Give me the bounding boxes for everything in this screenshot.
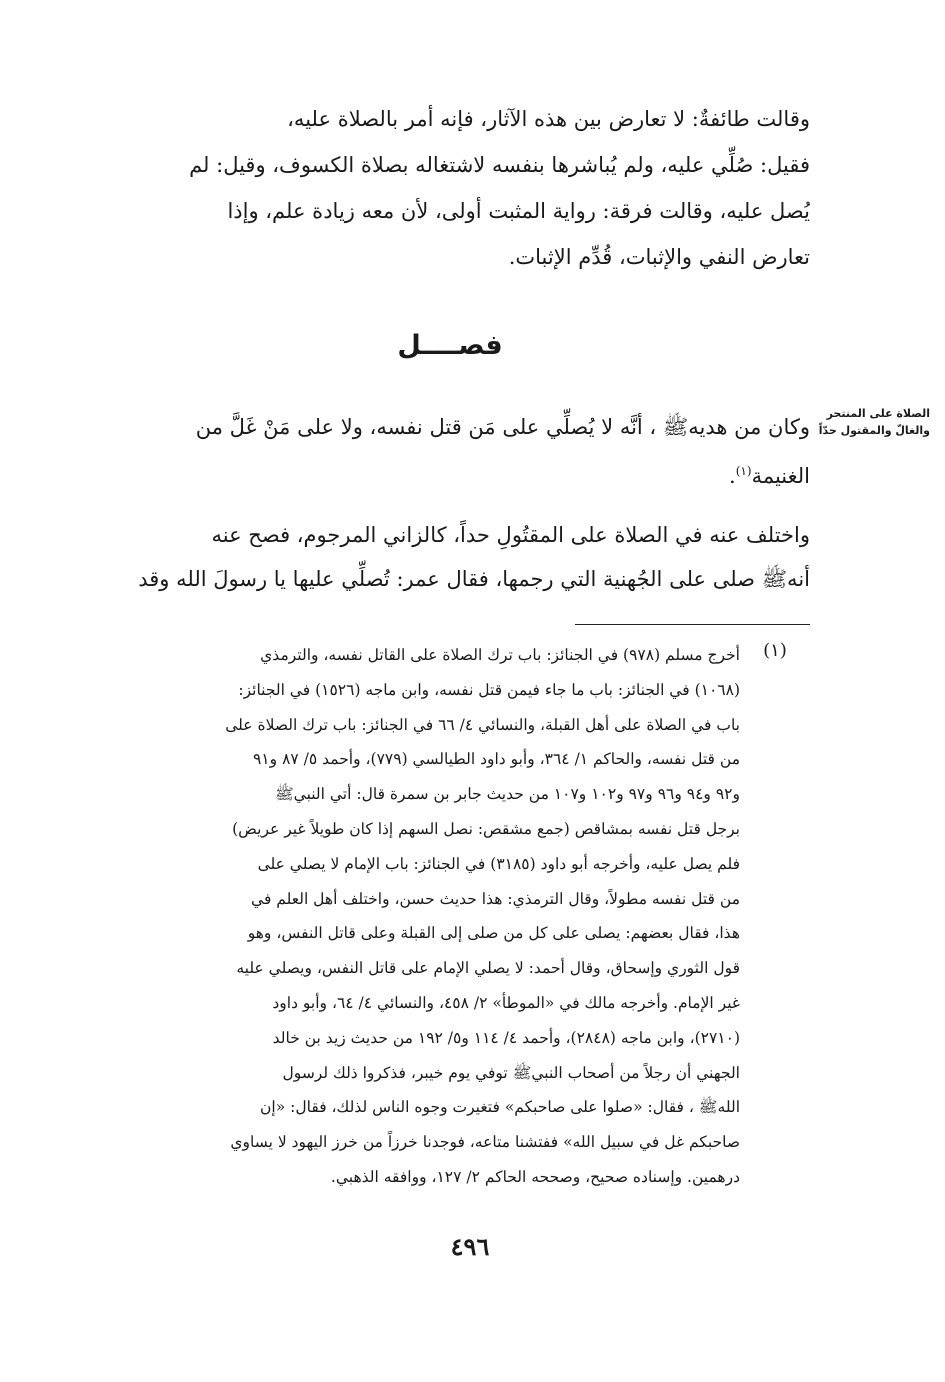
- footnote-line: من قتل نفسه مطولاً، وقال الترمذي: هذا حديث حسن، واختلف أهل العلم في: [251, 889, 740, 908]
- footnote-line: (١٠٦٨) في الجنائز: باب ما جاء فيمن قتل نفسه، وابن ماجه (١٥٢٦) في الجنائز:: [238, 680, 740, 699]
- paragraph-line: [100, 449, 810, 493]
- hadith-paragraph: [100, 405, 810, 493]
- paragraph-line: أنهﷺ صلى على الجُهنية التي رجمها، فقال عمر: تُصلِّي عليها يا رسولَ الله وقد: [138, 567, 810, 591]
- footnote-line: غير الإمام. وأخرجه مالك في «الموطأ» ٢/ ٤٥٨، والنسائي ٤/ ٦٤، وأبو داود: [272, 993, 740, 1012]
- dispute-paragraph: [100, 513, 810, 601]
- intro-line: فقيل: صُلِّي عليه، ولم يُباشرها بنفسه لاشتغاله بصلاة الكسوف، وقيل: لم: [189, 153, 810, 177]
- footnote-line: هذا، فقال بعضهم: يصلى على كل من صلى إلى القبلة وعلى قاتل النفس، وهو: [247, 924, 740, 943]
- footnote-line: أخرج مسلم (٩٧٨) في الجنائز: باب ترك الصلاة على القاتل نفسه، والترمذي: [260, 646, 740, 664]
- page-number: ٤٩٦: [450, 1232, 490, 1261]
- footnote-line: قول الثوري وإسحاق، وقال أحمد: لا يصلي الإمام على قاتل النفس، ويصلي عليه: [236, 959, 740, 978]
- footnote-line: باب في الصلاة على أهل القبلة، والنسائي ٤/ ٦٦ في الجنائز: باب ترك الصلاة على: [225, 715, 740, 734]
- intro-line: وقالت طائفةٌ: لا تعارض بين هذه الآثار، فإنه أمر بالصلاة عليه،: [287, 107, 810, 131]
- footnote: [100, 638, 740, 1195]
- footnote-line: درهمين. وإسناده صحيح، وصححه الحاكم ٢/ ١٢٧، ووافقه الذهبي.: [330, 1167, 740, 1186]
- footnote-line: الجهني أن رجلاً من أصحاب النبيﷺ توفي يوم خيبر، فذكروا ذلك لرسول: [282, 1063, 740, 1082]
- margin-note-line: والغالّ والمقتول حدّاً: [818, 424, 930, 437]
- footnote-line: و٩٢ و٩٤ و٩٦ و٩٧ و١٠٢ و١٠٧ من حديث جابر بن سمرة قال: أتي النبيﷺ: [274, 785, 740, 804]
- footnote-line: صاحبكم غل في سبيل الله» ففتشنا متاعه، فوجدنا خرزاً من خرز اليهود لا يساوي: [230, 1133, 740, 1152]
- intro-line: تعارض النفي والإثبات، قُدِّم الإثبات.: [508, 245, 810, 269]
- paragraph-line: وكان من هديهﷺ ، أنَّه لا يُصلِّي على مَن قتل نفسه، ولا على مَنْ غَلَّ من: [195, 415, 810, 439]
- footnote-reference[interactable]: (١): [735, 464, 752, 478]
- margin-note-line: الصلاة على المنتحر: [826, 407, 930, 420]
- footnote-line: برجل قتل نفسه بمشاقص (جمع مشقص: نصل السهم إذا كان طويلاً غير عريض): [232, 819, 740, 838]
- paragraph-line: واختلف عنه في الصلاة على المقتُولِ حداً، كالزاني المرجوم، فصح عنه: [211, 523, 810, 547]
- footnote-line: اللهﷺ ، فقال: «صلوا على صاحبكم» فتغيرت وجوه الناس لذلك، فقال: «إن: [260, 1098, 740, 1117]
- footnote-line: فلم يصل عليه، وأخرجه أبو داود (٣١٨٥) في الجنائز: باب الإمام لا يصلي على: [257, 854, 740, 873]
- margin-note: [815, 405, 930, 439]
- paragraph-text: الغنيمة: [751, 464, 810, 488]
- footnote-line: (٢٧١٠)، وابن ماجه (٢٨٤٨)، وأحمد ٤/ ١١٤ و٥/ ١٩٢ من حديث زيد بن خالد: [272, 1028, 740, 1047]
- paragraph-text: .: [729, 464, 736, 488]
- intro-paragraph: [100, 96, 810, 280]
- footnote-separator: [575, 624, 810, 625]
- intro-line: يُصل عليه، وقالت فرقة: رواية المثبت أولى، لأن معه زيادة علم، وإذا: [227, 199, 810, 223]
- footnote-marker: (١): [763, 640, 787, 661]
- footnote-line: من قتل نفسه، والحاكم ١/ ٣٦٤، وأبو داود الطيالسي (٧٧٩)، وأحمد ٥/ ٨٧ و٩١: [252, 750, 740, 769]
- section-title: فصــــل: [397, 330, 503, 361]
